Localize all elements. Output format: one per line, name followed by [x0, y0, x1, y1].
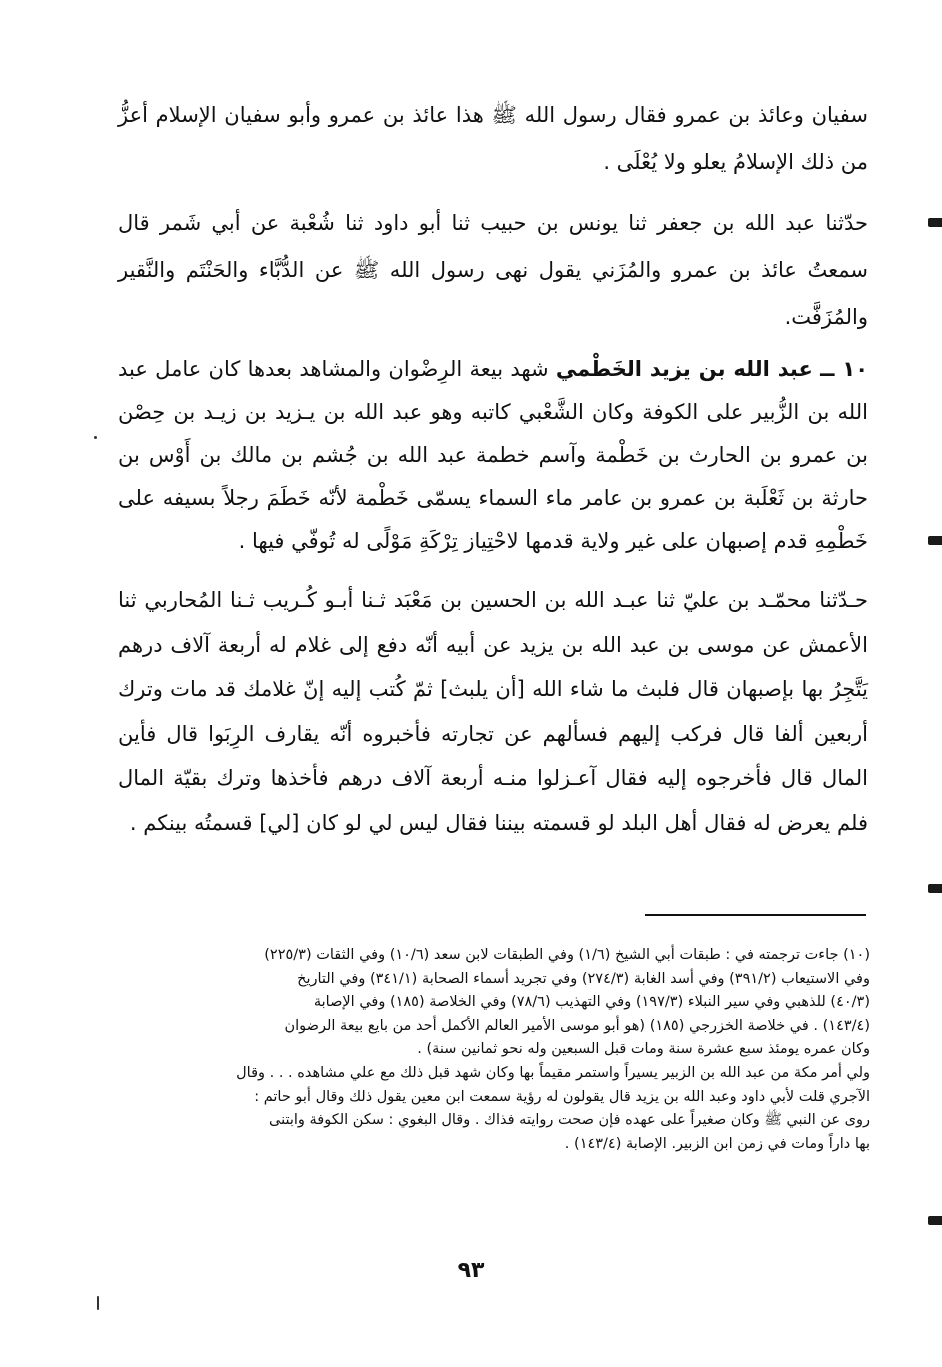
scan-speck — [94, 436, 97, 439]
footnotes — [120, 944, 870, 1156]
entry-name: عبد الله بن يزيد الخَطْمي — [555, 357, 813, 381]
biography-entry-10 — [118, 348, 868, 563]
footnote-line: وكان عمره يومئذ سبع عشرة سنة ومات قبل السبعين وله نحو ثمانين سنة) . — [417, 1041, 870, 1058]
margin-mark — [928, 884, 942, 893]
paragraph-hadith-2 — [118, 578, 868, 845]
paragraph-text: حـدّثنا محمّـد بن عليّ ثنا عبـد الله بن الحسين بن مَعْبَد ثـنا أبـو كُـريب ثـنا المُحاربي ثنا الأعمش عن موسى بن عبد الله بن يزيد عن أبيه أنّه دفع إلى غلام له أربعة آلاف درهم يَتَّجِرُ بها بإصبهان قال فلبث ما شاء الله [أن يلبث] ثمّ كُتب إليه إنّ غلامك قد مات وترك أربعين ألفا قال فركب إليهم فسألهم عن تجارته فأخبروه أنّه يقارف الرِبَوا قال فأين المال قال فأخرجوه إليه فقال آعـزلوا منـه أربعة آلاف درهم فأخذها وترك بقيّة المال فلم يعرض له فقال أهل البلد لو قسمته بيننا فقال ليس لي لو كان [لي] قسمتُه بينكم . — [118, 588, 868, 835]
paragraph-text: حدّثنا عبد الله بن جعفر ثنا يونس بن حبيب ثنا أبو داود ثنا شُعْبة عن أبي شَمر قال سمعتُ عائذ بن عمرو والمُزَني يقول نهى رسول الله ﷺ عن الدُّبَّاء والحَنْتَم والنَّقير والمُزَفَّت. — [118, 211, 868, 329]
footnote-line: (١٠) جاءت ترجمته في : طبقات أبي الشيخ (١/٦) وفي الطبقات لابن سعد (١٠/٦) وفي الثقات (٢٢٥/٣) — [264, 947, 870, 963]
margin-mark — [928, 218, 942, 227]
paragraph-continuation — [118, 92, 868, 186]
footnote-line: ولي أمر مكة من عبد الله بن الزبير يسيراً واستمر مقيماً بها وكان شهد قبل ذلك مع علي مشاهده . . . وقال — [236, 1064, 870, 1081]
page-number: ٩٣ — [457, 1258, 485, 1283]
footnote-separator — [645, 914, 866, 916]
entry-number: ١٠ ــ — [820, 357, 869, 381]
scan-speck — [97, 1296, 99, 1310]
entry-text: شهد بيعة الرِضْوان والمشاهد بعدها كان عامل عبد الله بن الزُّبير على الكوفة وكان الشَّعْبي كاتبه وهو عبد الله بن يـزيد بن زيـد بن حِصْن بن عمرو بن الحارث بن خَطْمة وآسم خطمة عبد الله بن جُشم بن مالك بن أَوْس بن حارثة بن ثَعْلَبة بن عمرو بن عامر ماء السماء يسمّى خَطْمة لأنّه خَطَمَ رجلاً بسيفه على خَطْمِهِ قدم إصبهان على غير ولاية قدمها لاحْتِياز تِرْكَةِ مَوْلًى له تُوفّي فيها . — [118, 357, 868, 553]
paragraph-text: سفيان وعائذ بن عمرو فقال رسول الله ﷺ هذا عائذ بن عمرو وأبو سفيان الإسلام أعزُّ من ذلك الإسلامُ يعلو ولا يُعْلَى . — [118, 103, 868, 174]
margin-mark — [928, 536, 942, 545]
margin-mark — [928, 1216, 942, 1225]
paragraph-hadith-1 — [118, 200, 868, 341]
footnote-line: (٤٠/٣) للذهبي وفي سير النبلاء (١٩٧/٣) وفي التهذيب (٧٨/٦) وفي الخلاصة (١٨٥) وفي الإصابة — [313, 994, 870, 1011]
footnote-line: روى عن النبي ﷺ وكان صغيراً على عهده فإن صحت روايته فذاك . وقال البغوي : سكن الكوفة وابتنى — [268, 1112, 870, 1129]
footnote-line: بها داراً ومات في زمن ابن الزبير. الإصابة (١٤٣/٤) . — [564, 1135, 870, 1152]
footnote-line: (١٤٣/٤) . في خلاصة الخزرجي (١٨٥) (هو أبو موسى الأمير العالم الأكمل أحد من بايع بيعة الرضوان — [284, 1017, 870, 1034]
footnote-line: الآجري قلت لأبي داود وعبد الله بن يزيد قال يقولون له رؤية سمعت ابن معين يقول ذلك وقال أبو حاتم : — [254, 1088, 870, 1105]
footnote-line: وفي الاستيعاب (٣٩١/٢) وفي أسد الغابة (٢٧٤/٣) وفي تجريد أسماء الصحابة (٣٤١/١) وفي التاريخ — [297, 970, 870, 987]
